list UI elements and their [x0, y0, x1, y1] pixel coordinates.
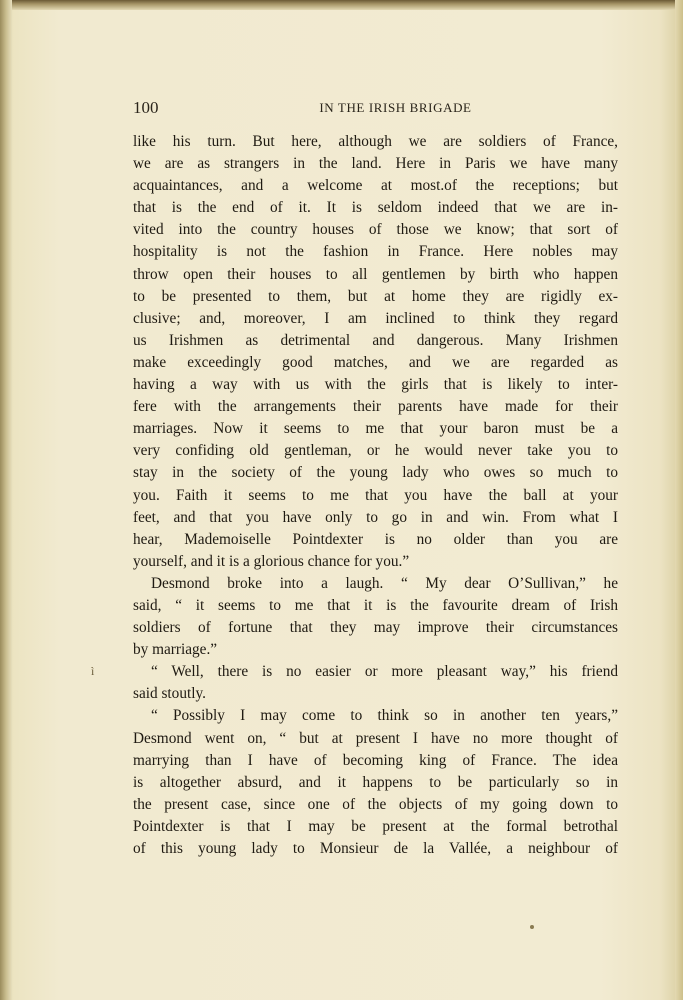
page-number: 100 [133, 98, 159, 117]
text-line: clusive; and, moreover, I am inclined to think they regard [133, 309, 618, 327]
text-line: “ Well, there is no easier or more pleasant way,” his friend [151, 663, 618, 681]
text-line: stay in the society of the young lady who owes so much to [133, 464, 618, 482]
text-line: fere with the arrangements their parents have made for their [133, 398, 618, 416]
text-line: said stoutly. [133, 685, 206, 703]
text-line: of this young lady to Monsieur de la Vallée, a neighbour of [133, 840, 618, 857]
text-line: like his turn. But here, although we are soldiers of France, [133, 133, 618, 150]
text-line: “ Possibly I may come to think so in another ten years,” [151, 707, 618, 725]
text-line: acquaintances, and a welcome at most.of the receptions; but [133, 177, 618, 195]
page-top-edge [0, 0, 683, 10]
text-line: by marriage.” [133, 641, 218, 659]
text-line: you. Faith it seems to me that you have the ball at your [133, 486, 618, 504]
text-line: feet, and that you have only to go in and win. From what I [133, 508, 618, 526]
text-line: throw open their houses to all gentlemen by birth who happen [133, 265, 618, 283]
text-line: Pointdexter is that I may be present at the formal betrothal [133, 817, 618, 835]
paper-speck [530, 925, 534, 929]
text-line: Desmond broke into a laugh. “ My dear O’Sullivan,” he [151, 574, 618, 592]
text-line: make exceedingly good matches, and we are regarded as [133, 353, 618, 371]
text-line: yourself, and it is a glorious chance for you.” [133, 552, 410, 570]
text-line: marrying than I have of becoming king of France. The idea [133, 751, 618, 769]
text-line: us Irishmen as detrimental and dangerous. Many Irishmen [133, 331, 618, 349]
page-header [133, 98, 618, 120]
text-line: having a way with us with the girls that is likely to inter- [133, 376, 618, 394]
text-line: is altogether absurd, and it happens to be particularly so in [133, 773, 618, 791]
text-line: hear, Mademoiselle Pointdexter is no older than you are [133, 530, 618, 548]
text-line: we are as strangers in the land. Here in Paris we have many [133, 155, 618, 173]
page-right-edge [675, 0, 683, 1000]
text-line: to be presented to them, but at home they are rigidly ex- [133, 287, 618, 305]
text-line: marriages. Now it seems to me that your baron must be a [133, 420, 618, 438]
text-line: Desmond went on, “ but at present I have no more thought of [133, 729, 618, 747]
text-line: soldiers of fortune that they may improve their circumstances [133, 619, 618, 637]
text-line: the present case, since one of the objects of my going down to [133, 795, 618, 813]
text-line: hospitality is not the fashion in France. Here nobles may [133, 243, 618, 261]
text-line: said, “ it seems to me that it is the favourite dream of Irish [133, 596, 618, 614]
page-binding-edge [0, 0, 12, 1000]
text-line: vited into the country houses of those we know; that sort of [133, 221, 618, 239]
running-head: IN THE IRISH BRIGADE [319, 100, 472, 115]
body-text [133, 131, 618, 860]
text-line: very confiding old gentleman, or he would never take you to [133, 442, 618, 460]
text-line: that is the end of it. It is seldom indeed that we are in- [133, 199, 618, 217]
margin-mark: ì [91, 664, 95, 678]
